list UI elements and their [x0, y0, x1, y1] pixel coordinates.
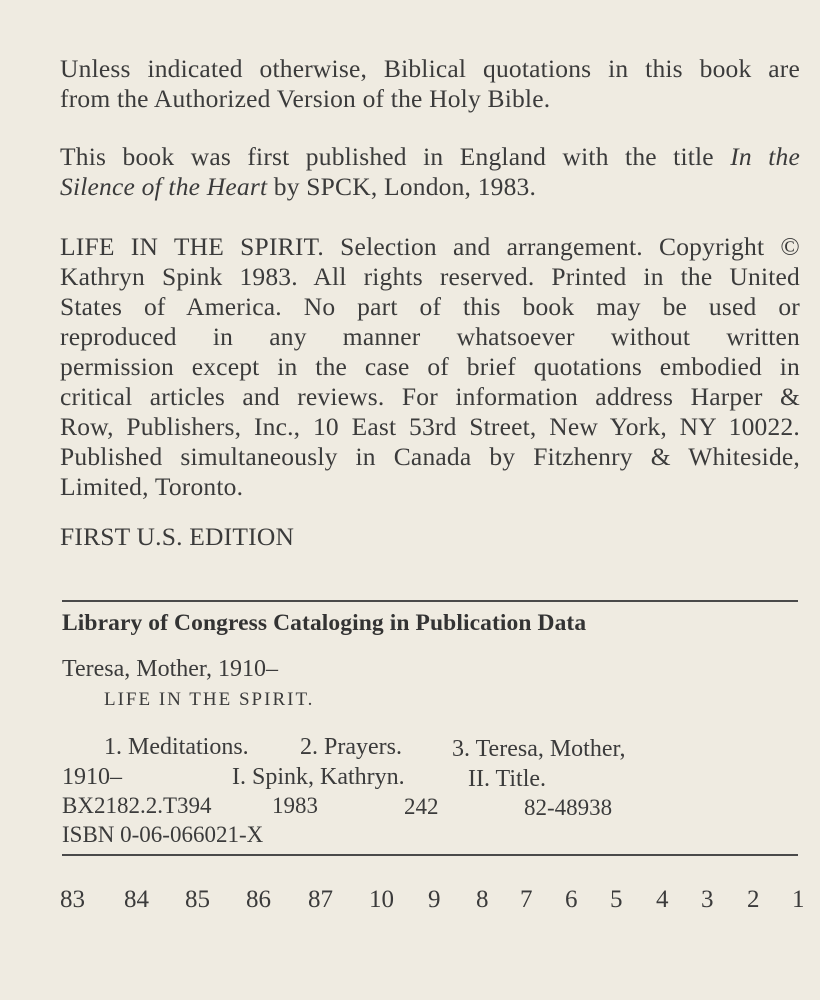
cip-class-number: 242	[404, 794, 439, 819]
published-note-line-1	[60, 142, 800, 172]
printing-number: 9	[428, 886, 441, 913]
cip-author: Teresa, Mother, 1910–	[62, 656, 278, 682]
cip-year: 1983	[272, 793, 318, 818]
cip-heading: Library of Congress Cataloging in Publication Data	[62, 610, 587, 636]
cip-lccn: 82-48938	[524, 795, 613, 820]
printing-number: 10	[369, 886, 394, 913]
printing-number: 86	[246, 886, 271, 913]
copyright-line: Row, Publishers, Inc., 10 East 53rd Street, New York, NY 10022.	[60, 412, 800, 441]
cip-added-entry-2: II. Title.	[468, 766, 547, 792]
printing-number: 85	[185, 886, 210, 913]
cip-bottom-rule	[62, 854, 798, 856]
uk-title-italic-1: In the	[730, 142, 800, 171]
printing-number: 83	[60, 886, 85, 913]
copyright-line: Published simultaneously in Canada by Fitzhenry & Whiteside,	[60, 442, 800, 471]
copyright-paragraph	[60, 232, 800, 502]
printing-line	[60, 886, 805, 920]
bible-note-line-2: from the Authorized Version of the Holy Bible.	[60, 84, 551, 113]
first-published-note	[60, 142, 800, 202]
bible-note-line-1: Unless indicated otherwise, Biblical quotations in this book are	[60, 54, 800, 83]
printing-number: 8	[476, 886, 489, 913]
copyright-line: reproduced in any manner whatsoever without written	[60, 322, 800, 351]
printing-number: 1	[792, 886, 805, 913]
edition-statement	[60, 522, 800, 552]
printing-number: 7	[520, 886, 533, 913]
copyright-line: critical articles and reviews. For information address Harper &	[60, 382, 800, 411]
copyright-line: Limited, Toronto.	[60, 472, 244, 501]
cip-subject-3: 3. Teresa, Mother,	[452, 736, 626, 762]
printing-number: 5	[610, 886, 623, 913]
published-note-text-1: This book was first published in England with the title	[60, 142, 731, 171]
published-note-line-2	[60, 172, 800, 202]
cip-subject-1: 1. Meditations.	[104, 734, 249, 760]
copyright-line: LIFE IN THE SPIRIT. Selection and arrangement. Copyright ©	[60, 232, 800, 261]
printing-number: 6	[565, 886, 578, 913]
copyright-line: States of America. No part of this book may be used or	[60, 292, 800, 321]
copyright-line: Kathryn Spink 1983. All rights reserved. Printed in the United	[60, 262, 800, 291]
cip-isbn: ISBN 0-06-066021-X	[62, 822, 264, 847]
printing-number: 4	[656, 886, 669, 913]
printing-number: 84	[124, 886, 149, 913]
cip-book-title: LIFE IN THE SPIRIT.	[104, 689, 315, 710]
printing-number: 87	[308, 886, 333, 913]
printing-number: 2	[747, 886, 760, 913]
published-note-text-2: by SPCK, London, 1983.	[267, 172, 537, 201]
bible-version-note	[60, 54, 800, 114]
copyright-line: permission except in the case of brief quotations embodied in	[60, 352, 800, 381]
edition-text: FIRST U.S. EDITION	[60, 522, 295, 551]
cip-top-rule	[62, 600, 798, 602]
uk-title-italic-2: Silence of the Heart	[60, 172, 268, 201]
cip-added-entry-1: I. Spink, Kathryn.	[232, 764, 405, 790]
cip-subject-3-cont: 1910–	[62, 764, 122, 790]
cip-subject-2: 2. Prayers.	[300, 734, 402, 760]
cip-call-number: BX2182.2.T394	[62, 793, 212, 818]
printing-number: 3	[701, 886, 714, 913]
